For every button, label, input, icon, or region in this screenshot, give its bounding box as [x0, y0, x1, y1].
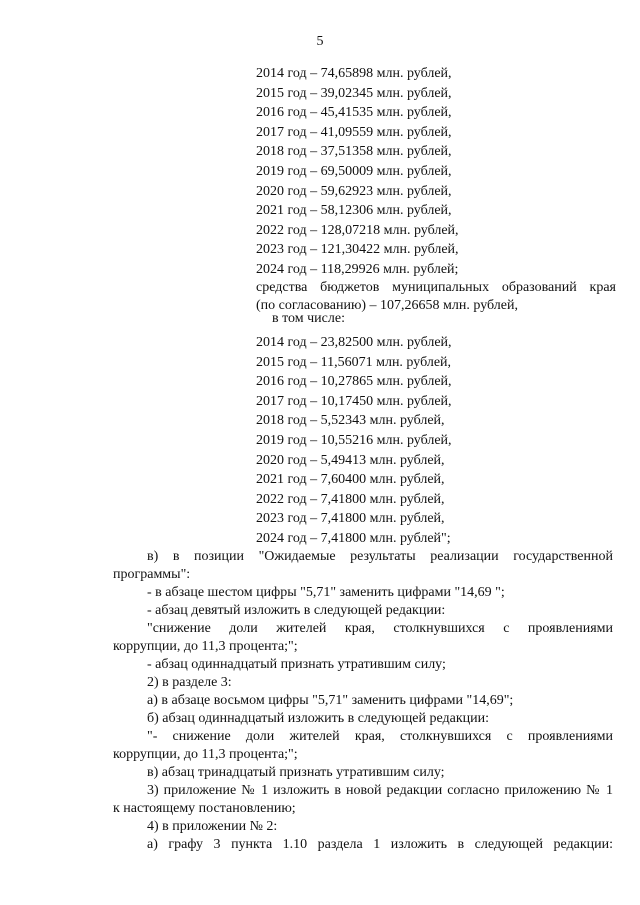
- amendments-body: [113, 548, 613, 854]
- funding-year-line: 2022 год – 128,07218 млн. рублей,: [256, 222, 459, 238]
- body-paragraph-line: программы":: [113, 567, 191, 582]
- body-paragraph-line: к настоящему постановлению;: [113, 801, 296, 816]
- page-number: 5: [316, 34, 324, 49]
- funding-year-line: 2015 год – 11,56071 млн. рублей,: [256, 354, 452, 370]
- body-paragraph-line: "снижение доли жителей края, столкнувшихся с проявлениями: [147, 621, 613, 636]
- body-paragraph-line: - абзац одиннадцатый признать утратившим силу;: [147, 657, 446, 672]
- regional-funding-list: [256, 64, 459, 280]
- body-paragraph-line: 4) в приложении № 2:: [147, 819, 278, 834]
- body-paragraph-line: в) в позиции "Ожидаемые результаты реализации государственной: [147, 549, 613, 564]
- funding-year-line: 2019 год – 10,55216 млн. рублей,: [256, 432, 452, 448]
- municipal-funding-heading: [256, 279, 616, 315]
- body-paragraph-line: в) абзац тринадцатый признать утратившим силу;: [147, 765, 445, 780]
- funding-year-line: 2017 год – 10,17450 млн. рублей,: [256, 393, 452, 409]
- body-paragraph-line: коррупции, до 11,3 процента;";: [113, 747, 298, 762]
- body-paragraph-line: коррупции, до 11,3 процента;";: [113, 639, 298, 654]
- funding-year-line: 2023 год – 121,30422 млн. рублей,: [256, 242, 459, 258]
- funding-year-line: 2018 год – 37,51358 млн. рублей,: [256, 144, 452, 160]
- funding-year-line: 2014 год – 23,82500 млн. рублей,: [256, 335, 452, 350]
- body-paragraph-line: - в абзаце шестом цифры "5,71" заменить цифрами "14,69 ";: [147, 585, 505, 600]
- funding-year-line: 2021 год – 7,60400 млн. рублей,: [256, 472, 445, 488]
- funding-year-line: 2016 год – 10,27865 млн. рублей,: [256, 374, 452, 390]
- municipal-heading-line-2: (по согласованию) – 107,26658 млн. рублей,: [256, 298, 518, 313]
- funding-year-line: 2018 год – 5,52343 млн. рублей,: [256, 413, 445, 429]
- body-paragraph-line: а) графу 3 пункта 1.10 раздела 1 изложить в следующей редакции:: [147, 837, 613, 852]
- body-paragraph-line: - абзац девятый изложить в следующей редакции:: [147, 603, 446, 618]
- funding-year-line: 2019 год – 69,50009 млн. рублей,: [256, 163, 452, 179]
- body-paragraph-line: б) абзац одиннадцатый изложить в следующей редакции:: [147, 711, 490, 726]
- municipal-heading-line-1: средства бюджетов муниципальных образований края: [256, 280, 616, 295]
- funding-year-line: 2023 год – 7,41800 млн. рублей,: [256, 511, 445, 527]
- funding-year-line: 2024 год – 7,41800 млн. рублей";: [256, 530, 451, 546]
- body-paragraph-line: "- снижение доли жителей края, столкнувшихся с проявлениями: [147, 729, 613, 744]
- body-paragraph-line: 2) в разделе 3:: [147, 675, 232, 690]
- funding-year-line: 2017 год – 41,09559 млн. рублей,: [256, 124, 452, 140]
- including-label: в том числе:: [272, 311, 345, 326]
- funding-year-line: 2016 год – 45,41535 млн. рублей,: [256, 105, 452, 121]
- funding-year-line: 2020 год – 59,62923 млн. рублей,: [256, 183, 452, 199]
- funding-year-line: 2015 год – 39,02345 млн. рублей,: [256, 85, 452, 101]
- funding-year-line: 2022 год – 7,41800 млн. рублей,: [256, 491, 445, 507]
- funding-year-line: 2020 год – 5,49413 млн. рублей,: [256, 452, 445, 468]
- body-paragraph-line: а) в абзаце восьмом цифры "5,71" заменить цифрами "14,69";: [147, 693, 514, 708]
- body-paragraph-line: 3) приложение № 1 изложить в новой редакции согласно приложению № 1: [147, 783, 613, 798]
- funding-year-line: 2021 год – 58,12306 млн. рублей,: [256, 203, 452, 219]
- funding-year-line: 2014 год – 74,65898 млн. рублей,: [256, 66, 452, 81]
- funding-year-line: 2024 год – 118,29926 млн. рублей;: [256, 261, 459, 277]
- municipal-funding-list: [256, 333, 452, 549]
